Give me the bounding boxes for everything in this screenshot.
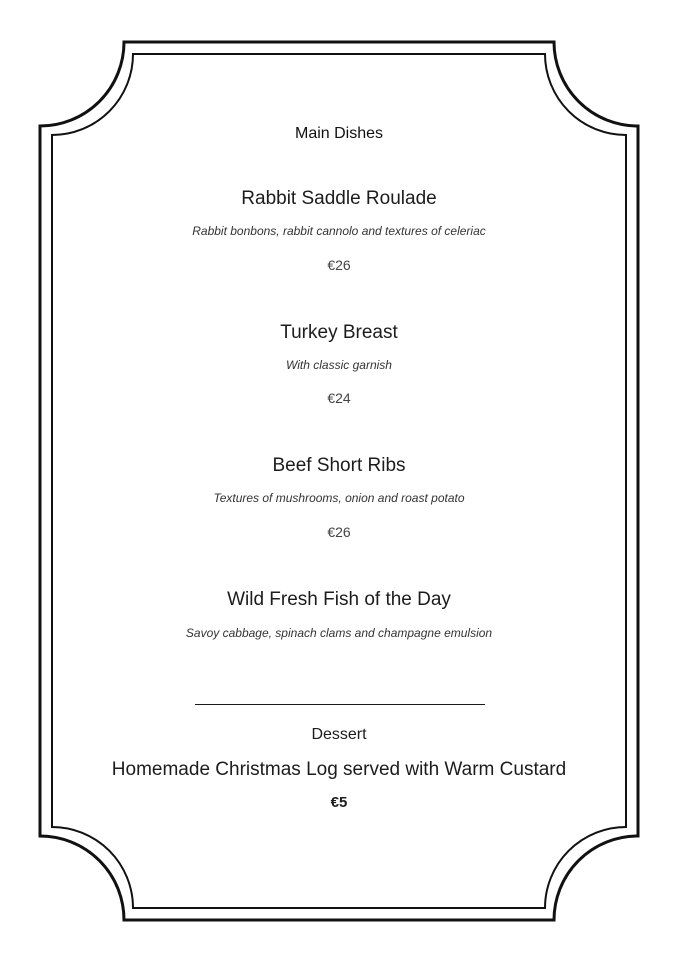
dessert-name: Homemade Christmas Log served with Warm Custard — [111, 759, 567, 780]
dish-name: Turkey Breast — [280, 322, 398, 343]
dessert-title: Dessert — [311, 726, 367, 743]
dish-name: Wild Fresh Fish of the Day — [227, 589, 451, 610]
outer-border — [40, 42, 638, 920]
dish-name: Rabbit Saddle Roulade — [241, 188, 437, 209]
dish-description: Rabbit bonbons, rabbit cannolo and textures of celeriac — [192, 224, 486, 238]
dish-price: €26 — [327, 524, 351, 540]
dish-price: €26 — [327, 257, 351, 273]
section-title-main-dishes: Main Dishes — [294, 125, 384, 142]
section-divider — [195, 704, 485, 705]
dish-description: With classic garnish — [286, 358, 392, 372]
dish-price: €24 — [327, 390, 351, 406]
dish-description: Savoy cabbage, spinach clams and champagne emulsion — [185, 626, 493, 640]
dish-name: Beef Short Ribs — [272, 455, 406, 476]
dish-description: Textures of mushrooms, onion and roast potato — [213, 491, 465, 505]
dessert-price: €5 — [330, 794, 348, 811]
